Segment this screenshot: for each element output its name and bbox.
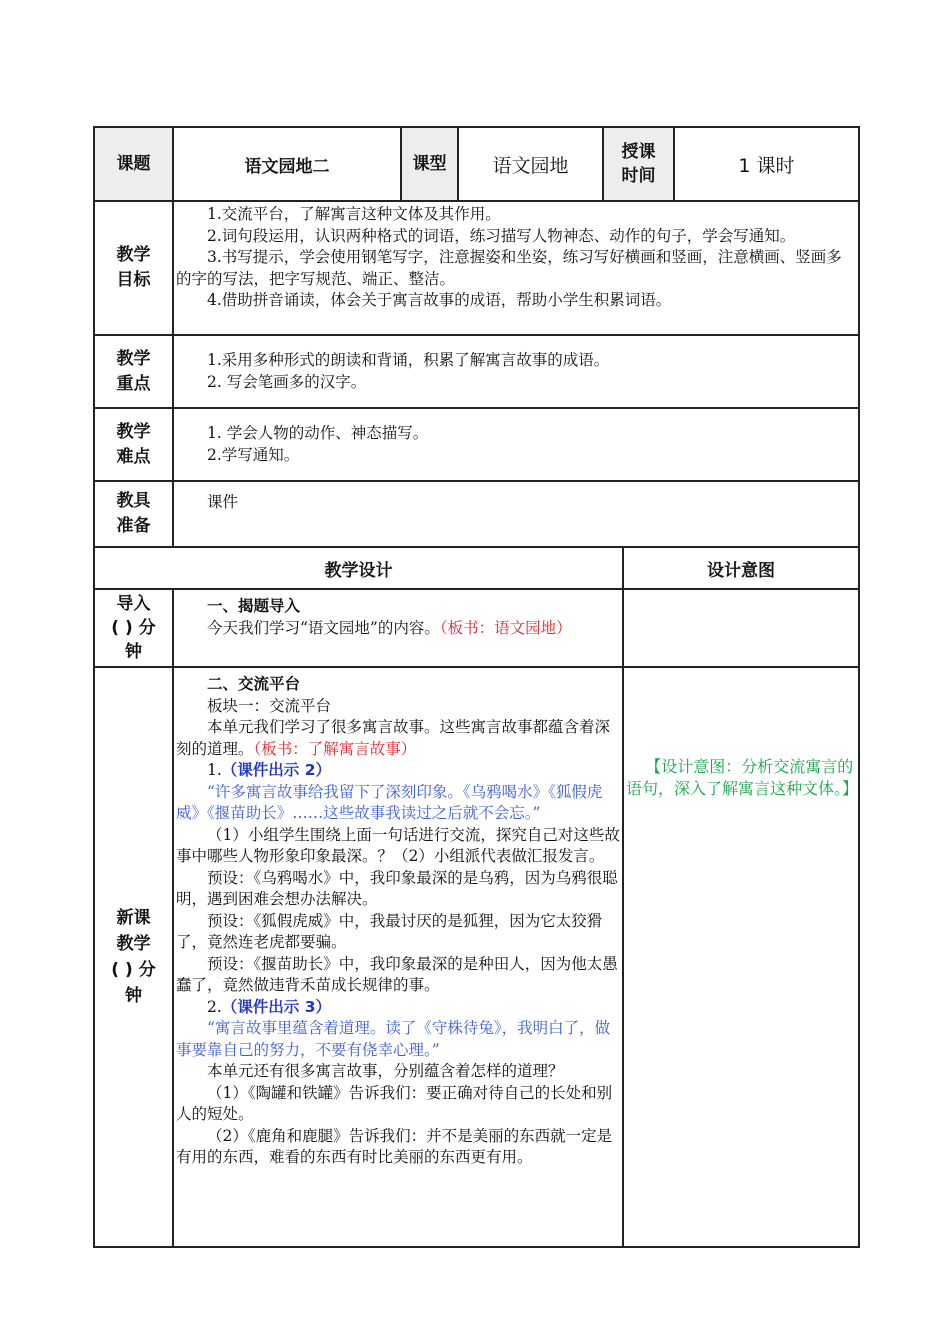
- time-label: [603, 127, 674, 201]
- new-lesson-label-line4: 钟: [125, 986, 142, 1006]
- intro-text: [176, 618, 620, 640]
- paragraph-text: 本单元我们学习了很多寓言故事。这些寓言故事都蕴含着深刻的道理。: [176, 718, 611, 758]
- quote-2: “寓言故事里蕴含着道理。读了《守株待兔》，我明白了，做事要靠自己的努力，不要有侥幸心理。”: [176, 1019, 611, 1059]
- new-lesson-row: [94, 667, 859, 1247]
- materials-label-line2: 准备: [116, 516, 151, 536]
- objective-item: 4.借助拼音诵读，体会关于寓言故事的成语，帮助小学生积累词语。: [207, 291, 672, 309]
- story-item-2: （2）《鹿角和鹿腿》告诉我们：并不是美丽的东西就一定是有用的东西，难看的东西有时比美丽的东西更有用。: [176, 1126, 613, 1166]
- key-point-item: 2. 写会笔画多的汉字。: [207, 372, 367, 391]
- paragraph: [176, 717, 620, 760]
- key-points-label: [94, 335, 173, 408]
- new-lesson-label-line2: 教学: [116, 934, 151, 954]
- paragraph-question: 本单元还有很多寓言故事，分别蕴含着怎样的道理？: [207, 1062, 564, 1080]
- new-lesson-label: [94, 667, 173, 1247]
- paragraph-discussion: （1）小组学生围绕上面一句话进行交流，探究自己对这些故事中哪些人物形象印象最深。？（2）小组派代表做汇报发言。: [176, 825, 620, 865]
- courseware-2-label: （课件出示 2）: [221, 761, 331, 779]
- header-row: [94, 127, 859, 201]
- quote-1: “许多寓言故事给我留下了深刻印象。《乌鸦喝水》《狐假虎威》《揠苗助长》……这些故事我读过之后就不会忘。”: [176, 782, 603, 822]
- new-lesson-label-line1: 新课: [116, 908, 151, 928]
- materials-row: [94, 481, 859, 547]
- design-header-row: [94, 547, 859, 589]
- intro-text-body: 今天我们学习“语文园地”的内容。: [207, 618, 440, 637]
- time-label-line1: 授课: [621, 142, 656, 162]
- objectives-label-line2: 目标: [116, 270, 151, 290]
- difficulties-label-line2: 难点: [116, 446, 151, 467]
- new-lesson-heading: 二、交流平台: [207, 675, 301, 693]
- type-value: 语文园地: [458, 127, 603, 201]
- courseware-3: [176, 997, 620, 1019]
- materials-content: [173, 481, 859, 547]
- intro-board: （板书：语文园地）: [439, 618, 572, 637]
- intro-intent: [623, 589, 859, 667]
- preset-1: 预设：《乌鸦喝水》中，我印象最深的是乌鸦，因为乌鸦很聪明，遇到困难会想办法解决。: [176, 868, 618, 908]
- new-lesson-content: [173, 667, 623, 1247]
- lesson-plan-table: [93, 126, 860, 1248]
- difficulties-content: [173, 408, 859, 481]
- objectives-row: [94, 201, 859, 335]
- materials-label-line1: 教具: [116, 491, 151, 511]
- key-points-row: [94, 335, 859, 408]
- materials-label: [94, 481, 173, 547]
- intro-content: [173, 589, 623, 667]
- objectives-content: [173, 201, 859, 335]
- topic-value: 语文园地二: [173, 127, 401, 201]
- courseware-2-number: 1.: [207, 761, 222, 779]
- courseware-3-number: 2.: [207, 997, 222, 1016]
- difficulties-label-line1: 教学: [116, 421, 151, 442]
- key-point-item: 1.采用多种形式的朗读和背诵，积累了解寓言故事的成语。: [207, 351, 610, 369]
- difficulties-row: [94, 408, 859, 481]
- type-label: 课型: [401, 127, 458, 201]
- difficulty-item: 2.学写通知。: [207, 445, 300, 464]
- objective-item: 2.词句段运用，认识两种格式的词语，练习描写人物神态、动作的句子，学会写通知。: [207, 226, 796, 245]
- difficulties-label: [94, 408, 173, 481]
- courseware-3-label: （课件出示 3）: [221, 997, 331, 1016]
- time-label-line2: 时间: [621, 166, 656, 186]
- design-header-left: 教学设计: [94, 547, 623, 589]
- board-note: （板书：了解寓言故事）: [253, 739, 417, 758]
- intro-label-line3: 钟: [125, 642, 142, 662]
- key-points-content: [173, 335, 859, 408]
- courseware-2: [176, 760, 620, 782]
- objectives-label-line1: 教学: [116, 245, 151, 265]
- topic-label: 课题: [94, 127, 173, 201]
- objective-item: 3.书写提示，学会使用钢笔写字，注意握姿和坐姿，练习写好横画和竖画，注意横画、竖画多的字的写法，把字写规范、端正、整洁。: [176, 248, 842, 288]
- story-item-1: （1）《陶罐和铁罐》告诉我们：要正确对待自己的长处和别人的短处。: [176, 1083, 613, 1123]
- key-points-label-line1: 教学: [116, 348, 151, 369]
- block-title: 板块一：交流平台: [207, 696, 332, 715]
- time-value: 1 课时: [674, 127, 859, 201]
- new-lesson-intent: [623, 667, 859, 1247]
- difficulty-item: 1. 学会人物的动作、神态描写。: [207, 424, 429, 442]
- intro-heading: 一、揭题导入: [207, 597, 301, 615]
- objectives-label: [94, 201, 173, 335]
- intro-label: [94, 589, 173, 667]
- intro-row: [94, 589, 859, 667]
- new-lesson-label-line3: ( ) 分: [111, 960, 156, 980]
- intro-label-line2: ( ) 分: [111, 618, 156, 638]
- key-points-label-line2: 重点: [116, 373, 151, 394]
- preset-2: 预设：《狐假虎威》中，我最讨厌的是狐狸，因为它太狡猾了，竟然连老虎都要骗。: [176, 911, 603, 951]
- preset-3: 预设：《揠苗助长》中，我印象最深的是种田人，因为他太愚蠢了，竟然做违背禾苗成长规律的事。: [176, 954, 618, 994]
- design-header-right: 设计意图: [623, 547, 859, 589]
- materials-text: 课件: [207, 493, 239, 511]
- lesson-plan-sheet: [93, 126, 858, 1248]
- objective-item: 1.交流平台，了解寓言这种文体及其作用。: [207, 205, 501, 223]
- design-intent-text: 【设计意图：分析交流寓言的语句，深入了解寓言这种文体。】: [626, 757, 859, 798]
- intro-label-line1: 导入: [116, 594, 151, 614]
